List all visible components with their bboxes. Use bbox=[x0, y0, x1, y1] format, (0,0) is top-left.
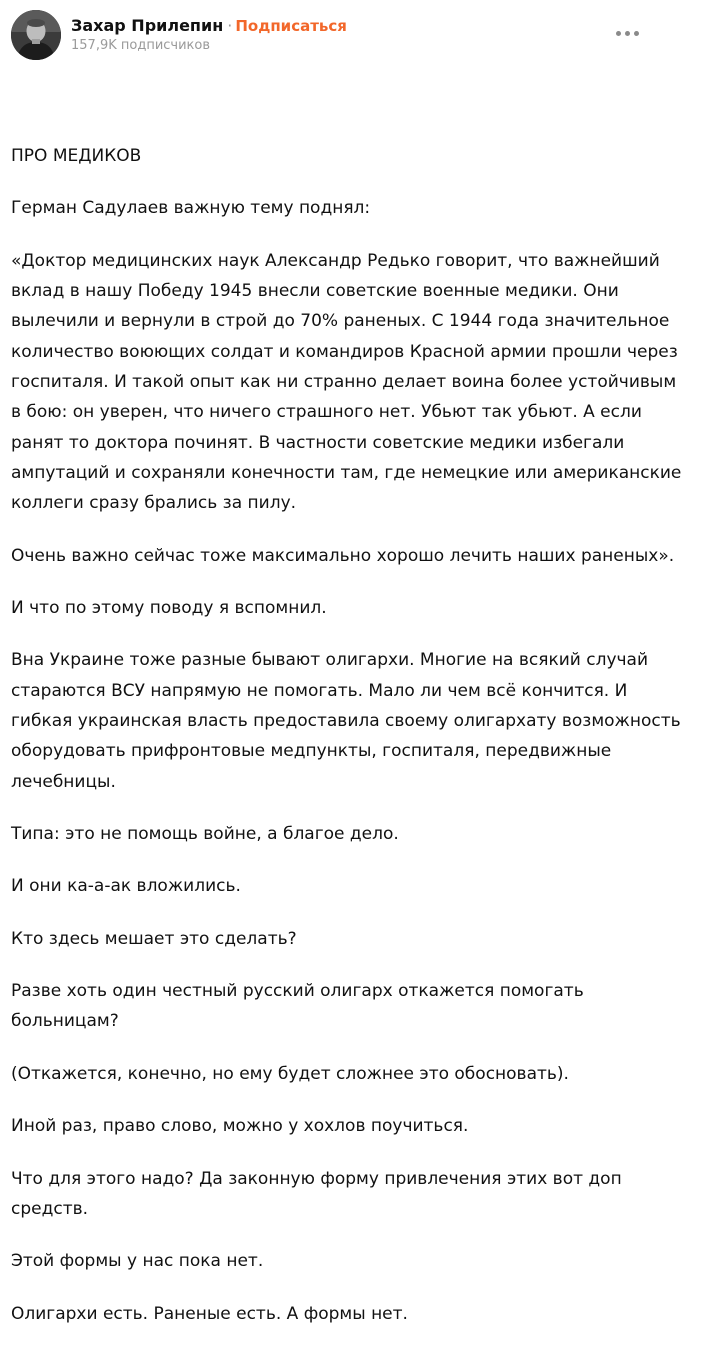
post-header bbox=[0, 0, 708, 72]
paragraph: (Откажется, конечно, но ему будет сложнее это обосновать). bbox=[11, 1063, 569, 1084]
subscriber-count: 157,9K подписчиков bbox=[71, 38, 211, 53]
more-options-button[interactable] bbox=[610, 22, 644, 44]
paragraph: Этой формы у нас пока нет. bbox=[11, 1251, 264, 1272]
avatar[interactable] bbox=[11, 10, 61, 60]
paragraph: Вна Украине тоже разные бывают олигархи. Многие на всякий случай стараются ВСУ напрямую не помогать. Мало ли чем всё кончится. И гибкая украинская власть предоставила своему олигархату возможность оборудовать прифронтовые медпункты, госпиталя, передвижные лечебницы. bbox=[11, 650, 681, 792]
post-body bbox=[11, 141, 691, 1351]
author-photo bbox=[11, 10, 61, 60]
paragraph: Герман Садулаев важную тему поднял: bbox=[11, 198, 371, 219]
paragraph: Что для этого надо? Да законную форму привлечения этих вот доп средств. bbox=[11, 1168, 622, 1219]
paragraph: Разве хоть один честный русский олигарх откажется помогать больницам? bbox=[11, 981, 584, 1032]
paragraph: И они ка-а-ак вложились. bbox=[11, 876, 241, 897]
separator-dot: · bbox=[227, 16, 233, 35]
more-horizontal-icon bbox=[616, 31, 621, 36]
subscribe-button[interactable]: Подписаться bbox=[235, 17, 347, 35]
paragraph: И что по этому поводу я вспомнил. bbox=[11, 597, 327, 618]
paragraph: Типа: это не помощь войне, а благое дело. bbox=[11, 823, 399, 844]
more-horizontal-icon bbox=[634, 31, 639, 36]
paragraph: Олигархи есть. Раненые есть. А формы нет. bbox=[11, 1303, 408, 1324]
author-name[interactable]: Захар Прилепин bbox=[71, 16, 224, 35]
author-line bbox=[71, 16, 347, 36]
paragraph: «Доктор медицинских наук Александр Редько говорит, что важнейший вклад в нашу Победу 1945 внесли советские военные медики. Они вылечили и вернули в строй до 70% раненых. С 1944 года значительное количество воюющих солдат и командиров Красной армии прошли через госпиталя. И такой опыт как ни странно делает воина более устойчивым в бою: он уверен, что ничего страшного нет. Убьют так убьют. А если ранят то доктора починят. В частности советские медики избегали ампутаций и сохраняли конечности там, где немецкие или американские коллеги сразу брались за пилу. bbox=[11, 250, 682, 514]
more-horizontal-icon bbox=[625, 31, 630, 36]
paragraph: Кто здесь мешает это сделать? bbox=[11, 928, 297, 949]
paragraph: Очень важно сейчас тоже максимально хорошо лечить наших раненых». bbox=[11, 545, 675, 566]
paragraph: Иной раз, право слово, можно у хохлов поучиться. bbox=[11, 1116, 469, 1137]
post-title: ПРО МЕДИКОВ bbox=[11, 146, 142, 166]
